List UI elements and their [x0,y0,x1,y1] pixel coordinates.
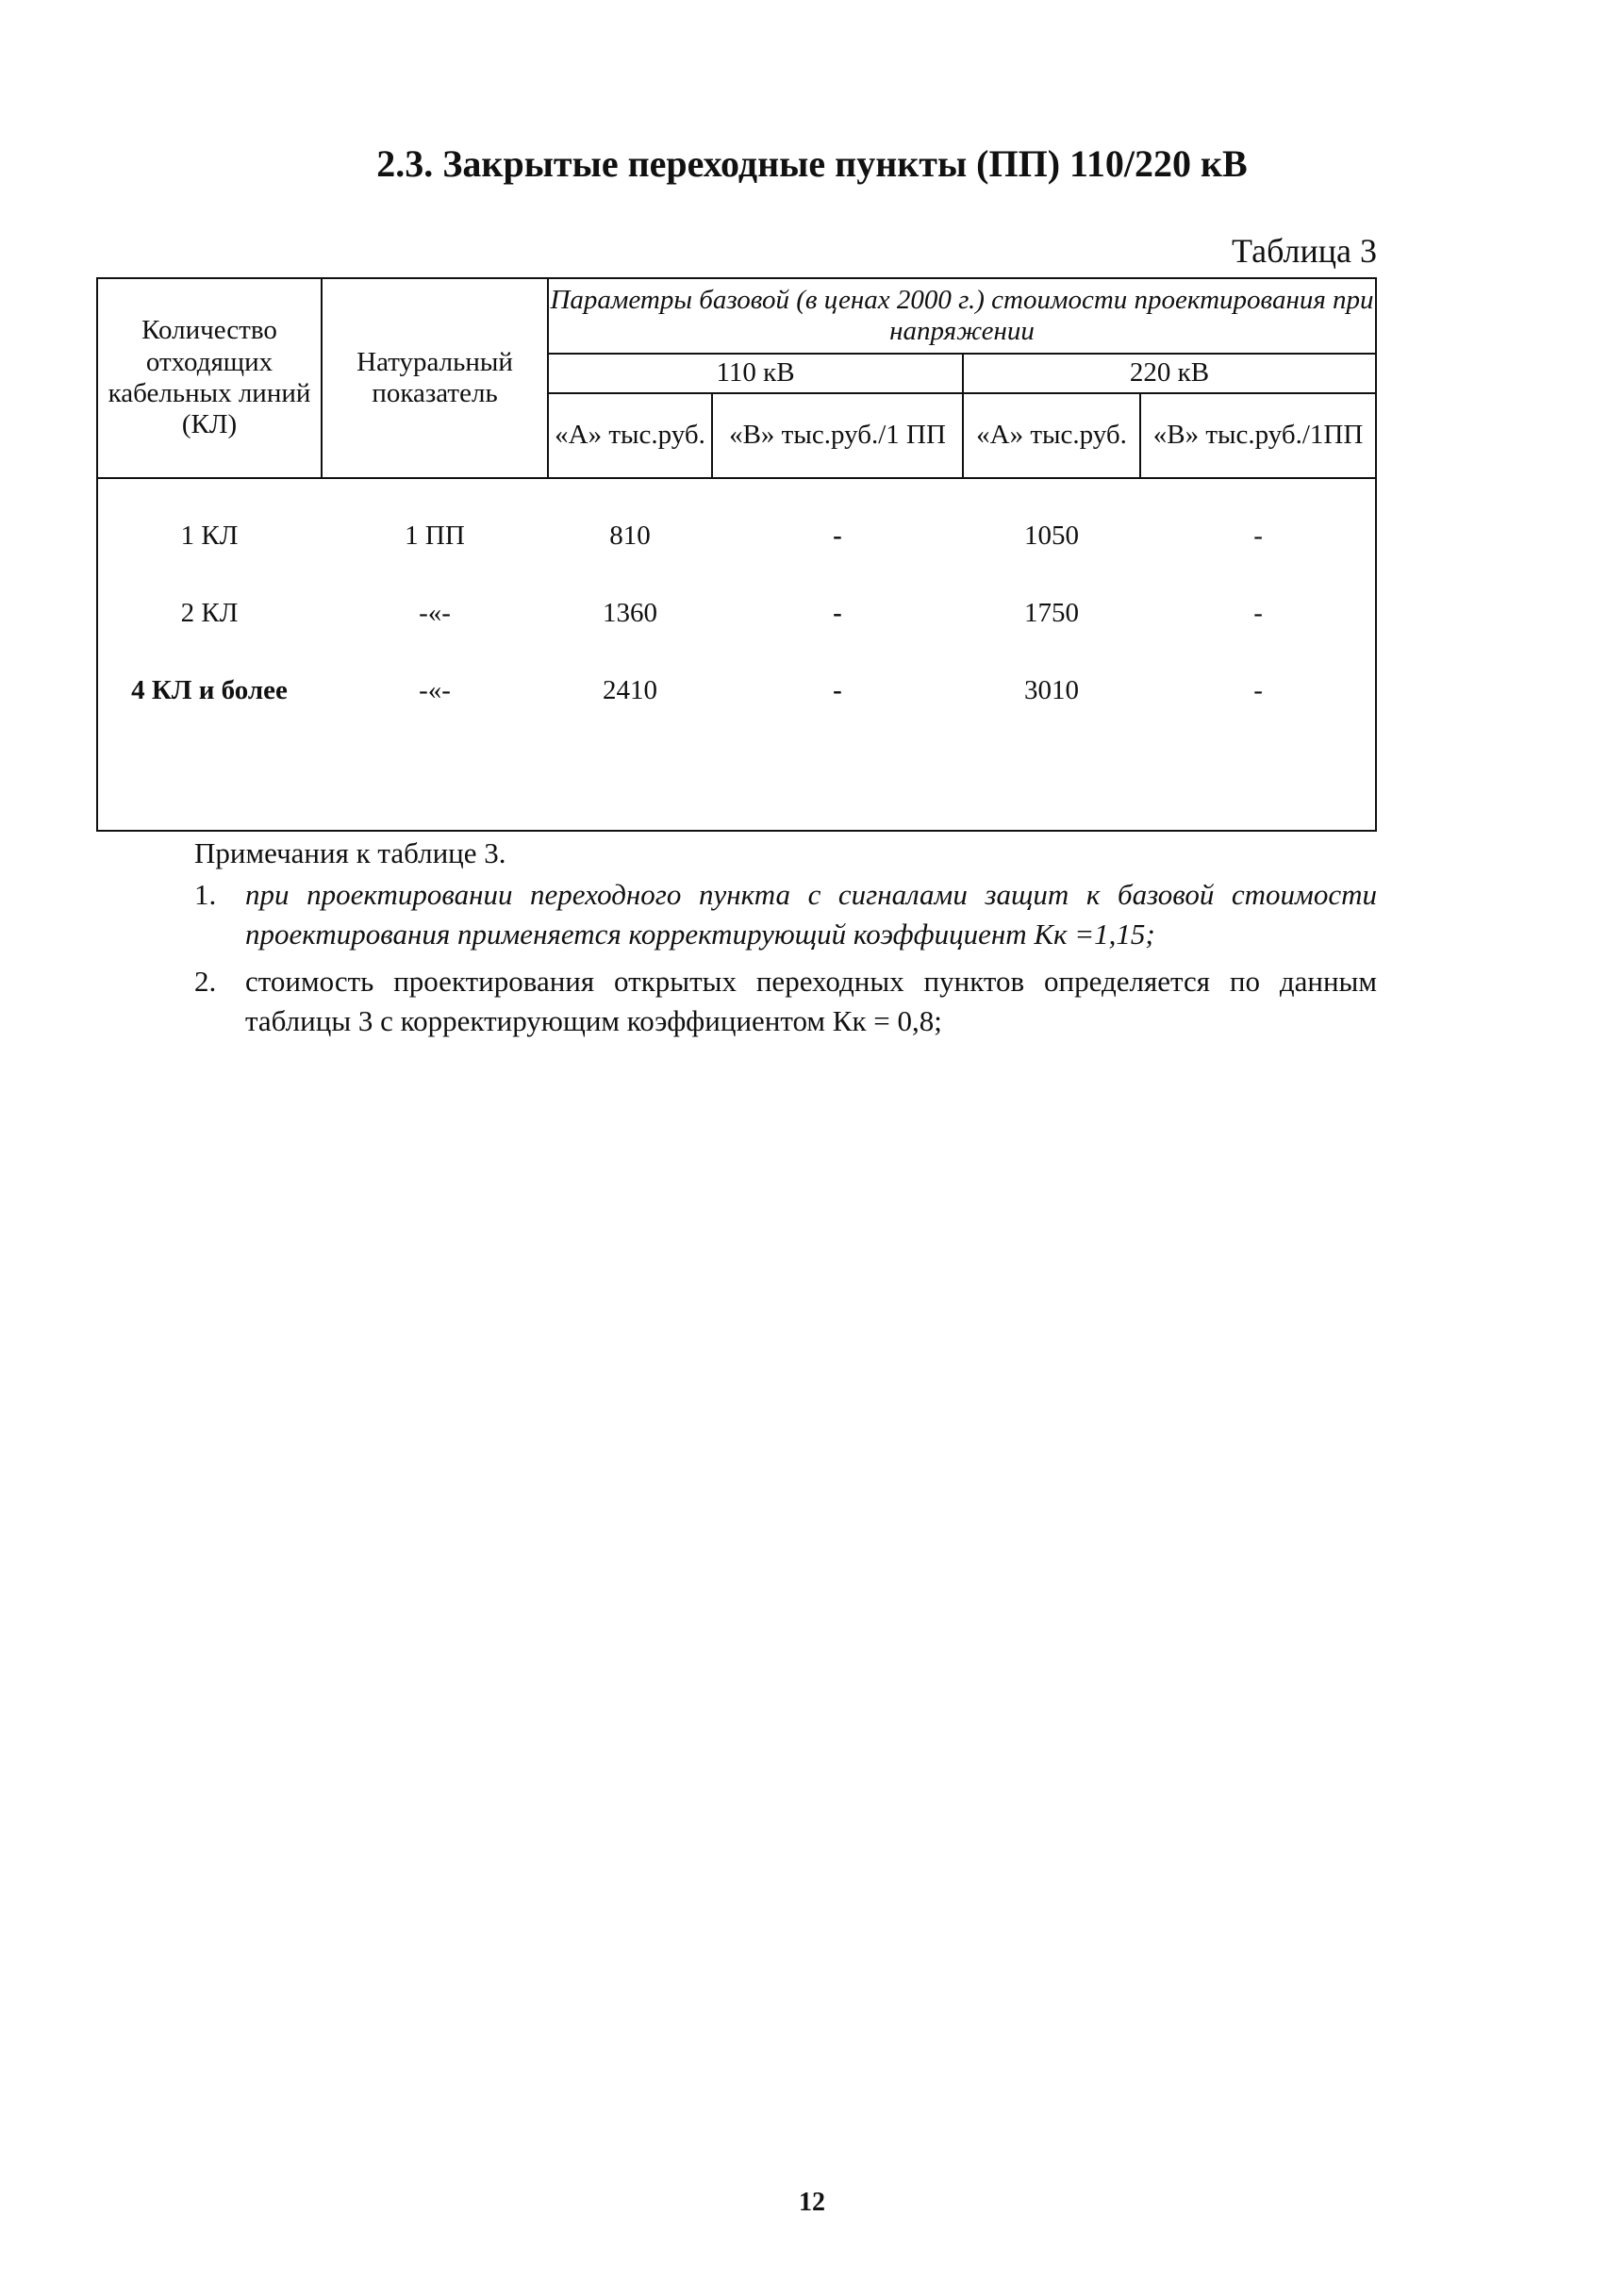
note-number: 1. [194,878,217,911]
cell-indicator: 1 ПП [322,478,548,575]
header-line-count: Количество отходящих кабельных линий (КЛ) [97,278,322,478]
cell-a220: 3010 [1024,675,1079,706]
table-row [97,478,1376,575]
cell-b220: - [1140,653,1376,730]
header-a-220: «А» тыс.руб. [963,393,1140,478]
note-text: при проектировании переходного пункта с сигналами защит к базовой стоимости проектирования применяется корректирующий коэффициент Кк =1,15; [245,878,1377,951]
header-parameters: Параметры базовой (в ценах 2000 г.) стоимости проектирования при напряжении [548,278,1376,354]
cell-a110: 1360 [603,598,657,629]
header-voltage-220: 220 кВ [963,354,1376,393]
cell-b110: - [833,598,842,629]
table-spacer-row [97,730,1376,831]
cell-a110: 810 [548,478,712,575]
header-a-110: «А» тыс.руб. [548,393,712,478]
cell-b220: - [1140,575,1376,653]
cell-b220: - [1140,478,1376,575]
note-item [194,962,1377,1041]
cell-b110: - [712,478,963,575]
cell-count: 4 КЛ и более [97,653,322,730]
cell-count: 1 КЛ [97,478,322,575]
page-number: 12 [799,2188,825,2217]
table-label: Таблица 3 [1232,232,1377,270]
notes-title: Примечания к таблице 3. [194,836,506,869]
cell-indicator: -«- [419,598,451,629]
note-text: стоимость проектирования открытых переходных пунктов определяется по данным таблицы 3 с корректирующим коэффициентом Кк = 0,8; [245,965,1377,1037]
note-item [194,875,1377,954]
section-heading: 2.3. Закрытые переходные пункты (ПП) 110/220 кВ [376,142,1248,185]
table-row [97,575,1376,653]
header-natural-indicator: Натуральный показатель [322,278,548,478]
cell-a220: 1050 [963,478,1140,575]
note-number: 2. [194,965,217,998]
cell-b110: - [833,675,842,706]
cell-a220: 1750 [1024,598,1079,629]
header-b-110: «В» тыс.руб./1 ПП [712,393,963,478]
table-row [97,653,1376,730]
cell-a110: 2410 [603,675,657,706]
header-b-220: «В» тыс.руб./1ПП [1140,393,1376,478]
cell-count: 2 КЛ [97,575,322,653]
cost-table [96,277,1377,832]
table-notes [194,834,1377,1049]
cell-indicator: -«- [419,675,451,706]
header-voltage-110: 110 кВ [548,354,963,393]
